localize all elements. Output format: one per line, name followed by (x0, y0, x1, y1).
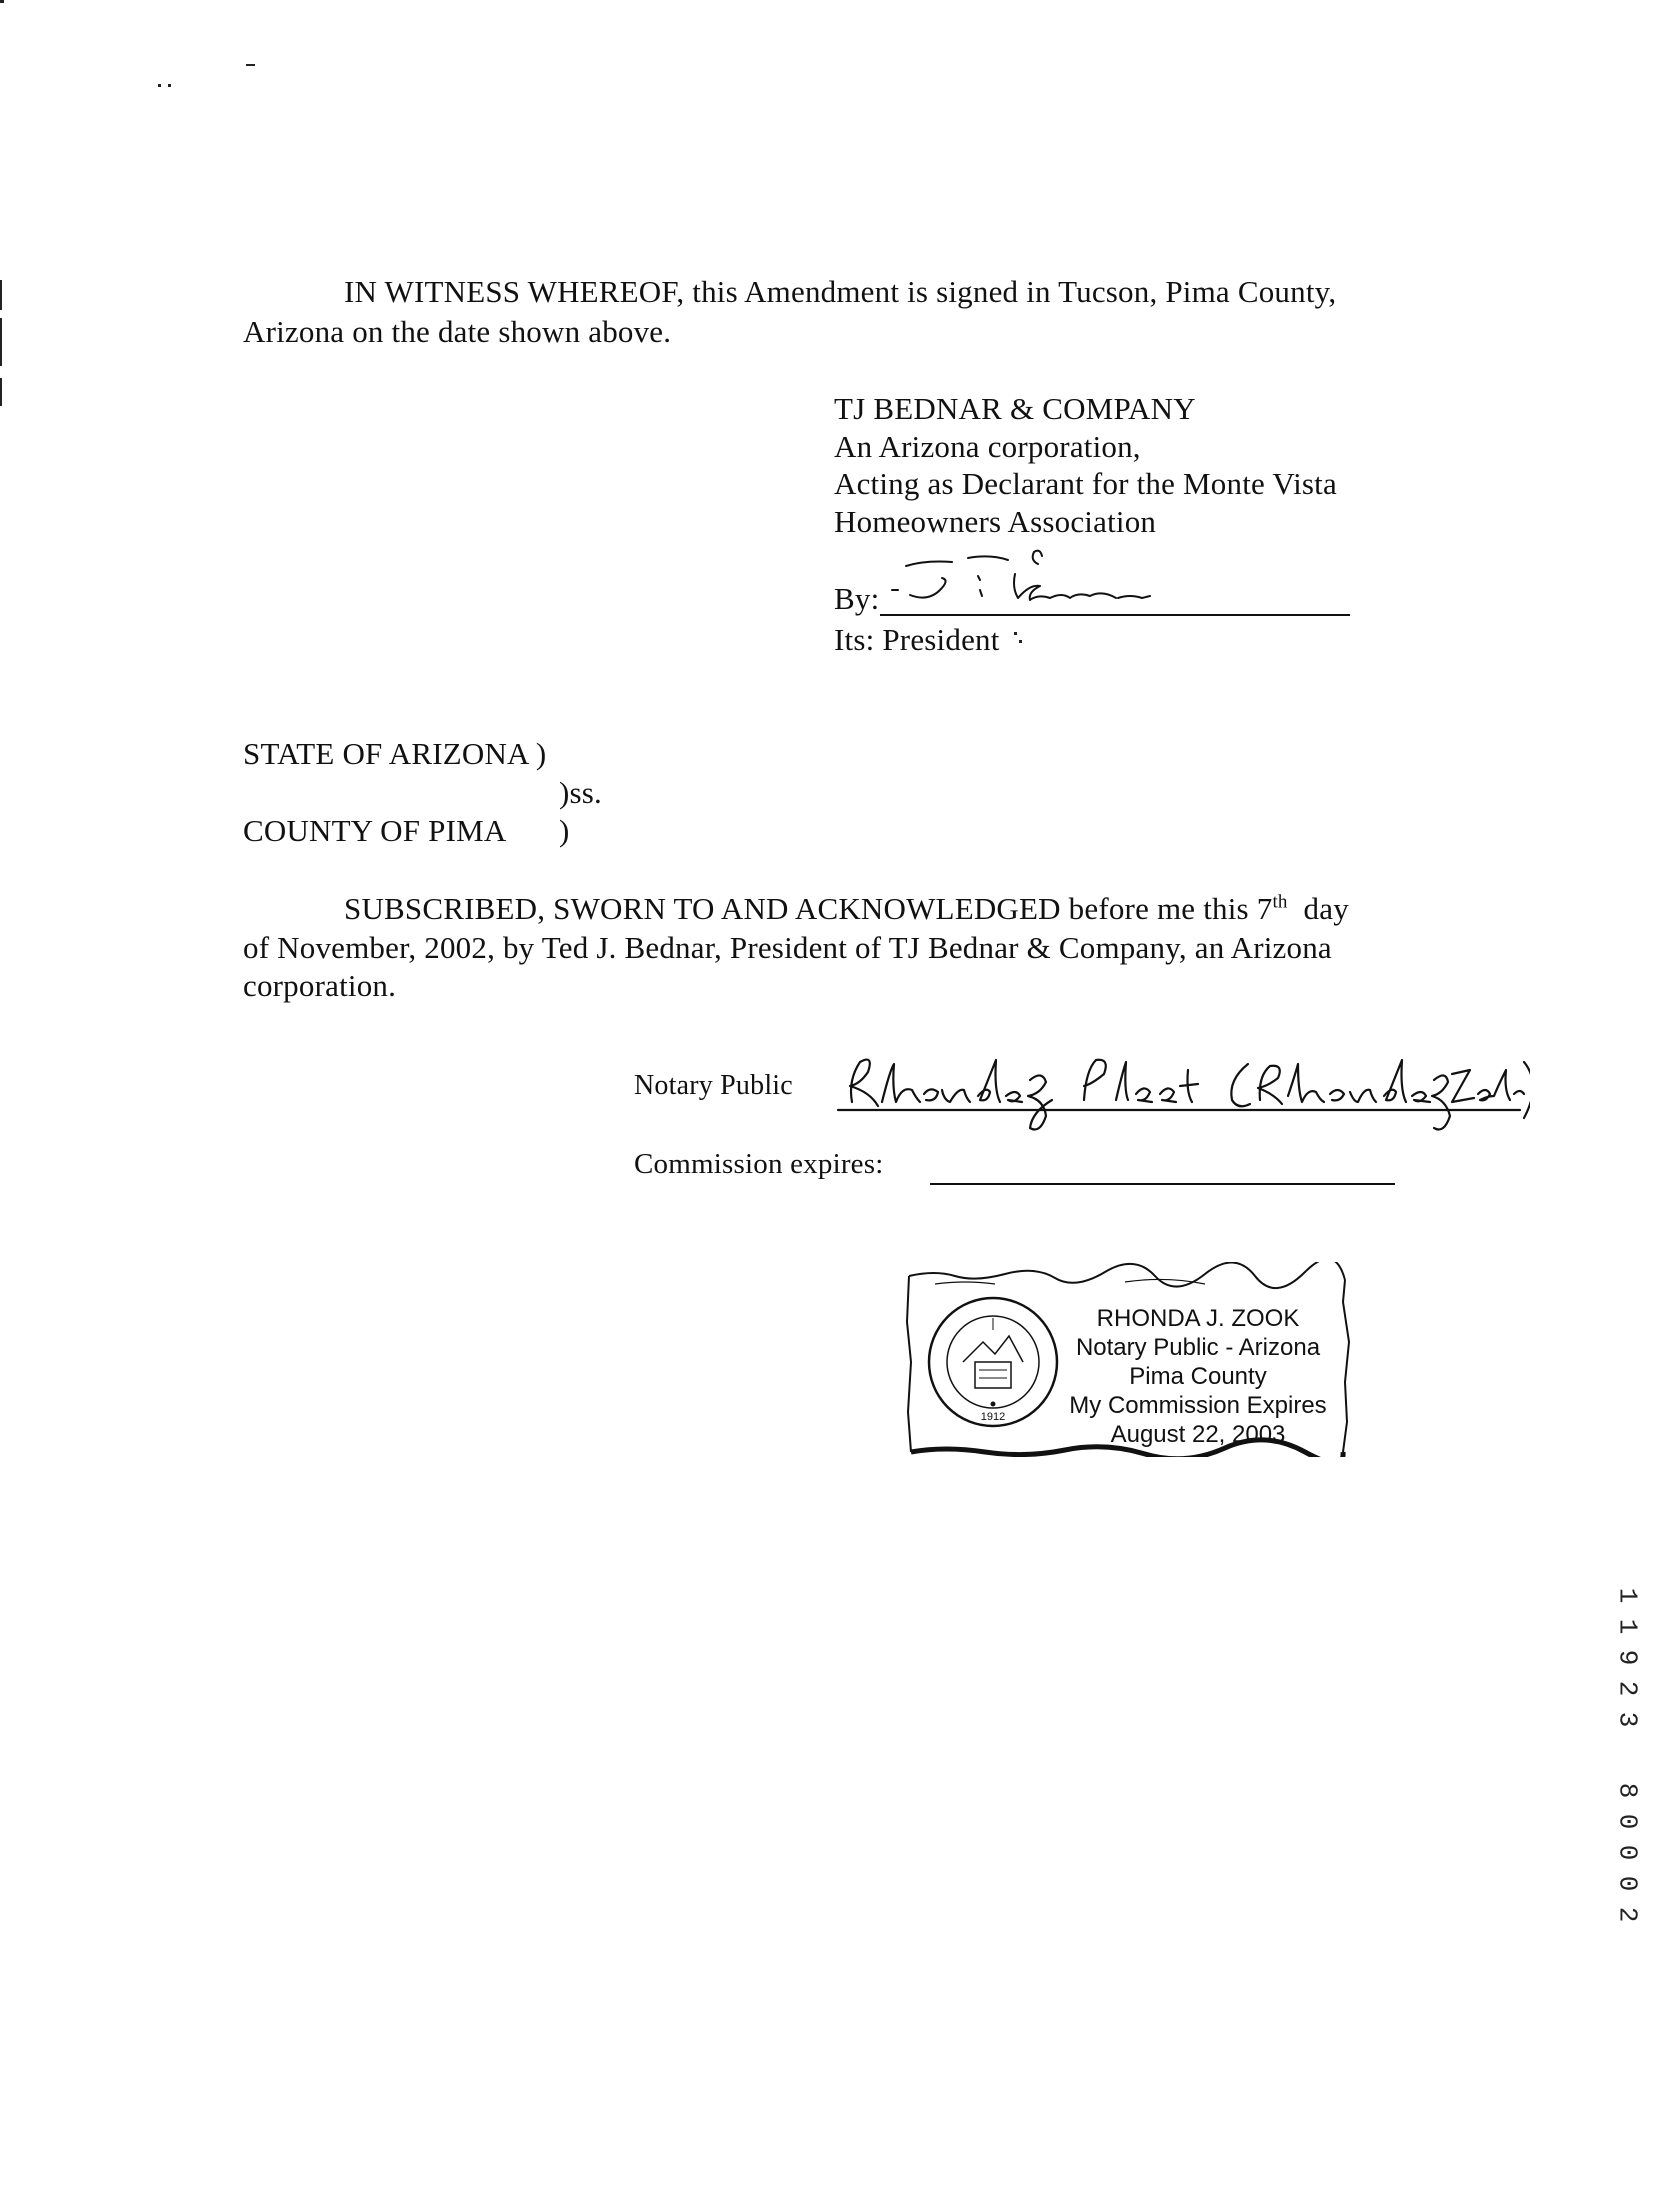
company-role-line-2: Homeowners Association (834, 504, 1157, 539)
its-label: Its: President (834, 622, 1000, 657)
venue-ss: )ss. (559, 775, 603, 810)
record-digit: 1 (1612, 1587, 1643, 1604)
acknowledgment-line-2: of November, 2002, by Ted J. Bednar, President of TJ Bednar & Company, an Arizona (243, 930, 1332, 965)
notary-seal-stamp (905, 1262, 1350, 1457)
commission-expires-label: Commission expires: (634, 1148, 884, 1180)
stamp-expiration-date: August 22, 2003 (1110, 1421, 1286, 1448)
company-type: An Arizona corporation, (834, 429, 1141, 464)
venue-county-paren: ) (559, 813, 570, 848)
record-digit: 1 (1612, 1618, 1643, 1635)
record-digit: 0 (1612, 1844, 1643, 1861)
acknowledgment-text: SUBSCRIBED, SWORN TO AND ACKNOWLEDGED before me this 7 (344, 891, 1273, 926)
day-ordinal: th (1272, 891, 1288, 913)
record-digit: 8 (1612, 1782, 1643, 1799)
notary-public-label: Notary Public (634, 1070, 793, 1101)
signature-line (880, 614, 1350, 616)
record-digit (1607, 1740, 1647, 1770)
recording-number (1612, 1580, 1642, 1930)
venue-county: COUNTY OF PIMA (243, 813, 507, 848)
arizona-state-seal (923, 1292, 1063, 1432)
stamp-notary-title: Notary Public - Arizona (1075, 1334, 1321, 1361)
scan-mark (246, 64, 255, 66)
scan-mark (168, 84, 171, 87)
stamp-notary-name: RHONDA J. ZOOK (1096, 1305, 1300, 1332)
stamp-commission: My Commission Expires (1069, 1392, 1327, 1419)
scan-mark (0, 0, 4, 3)
acknowledgment-day: day (1303, 891, 1349, 926)
scan-edge-mark (0, 280, 2, 310)
record-digit: 0 (1612, 1875, 1643, 1892)
acknowledgment-line-3: corporation. (243, 968, 397, 1003)
scan-edge-mark (0, 318, 2, 366)
company-name: TJ BEDNAR & COMPANY (834, 391, 1196, 426)
venue-state: STATE OF ARIZONA ) (243, 736, 547, 771)
witness-line-1: IN WITNESS WHEREOF, this Amendment is signed in Tucson, Pima County, (344, 274, 1337, 309)
scan-edge-mark (0, 378, 2, 406)
record-digit: 0 (1612, 1813, 1643, 1830)
stamp-county: Pima County (1129, 1363, 1267, 1390)
notary-signature (830, 1040, 1530, 1140)
witness-line-2: Arizona on the date shown above. (243, 314, 672, 349)
record-digit: 9 (1612, 1649, 1643, 1666)
scan-mark (1019, 640, 1022, 643)
record-digit: 3 (1612, 1711, 1643, 1728)
seal-year: 1912 (980, 1411, 1006, 1423)
by-label: By: (834, 581, 880, 616)
president-signature (880, 540, 1280, 620)
commission-expires-line (930, 1183, 1395, 1185)
acknowledgment-line-1 (344, 893, 1349, 924)
stamp-text-block (1053, 1304, 1343, 1449)
record-digit: 2 (1612, 1906, 1643, 1923)
scan-mark (1014, 632, 1017, 635)
record-digit: 2 (1612, 1680, 1643, 1697)
company-role-line-1: Acting as Declarant for the Monte Vista (834, 466, 1337, 501)
scan-mark (158, 84, 161, 87)
